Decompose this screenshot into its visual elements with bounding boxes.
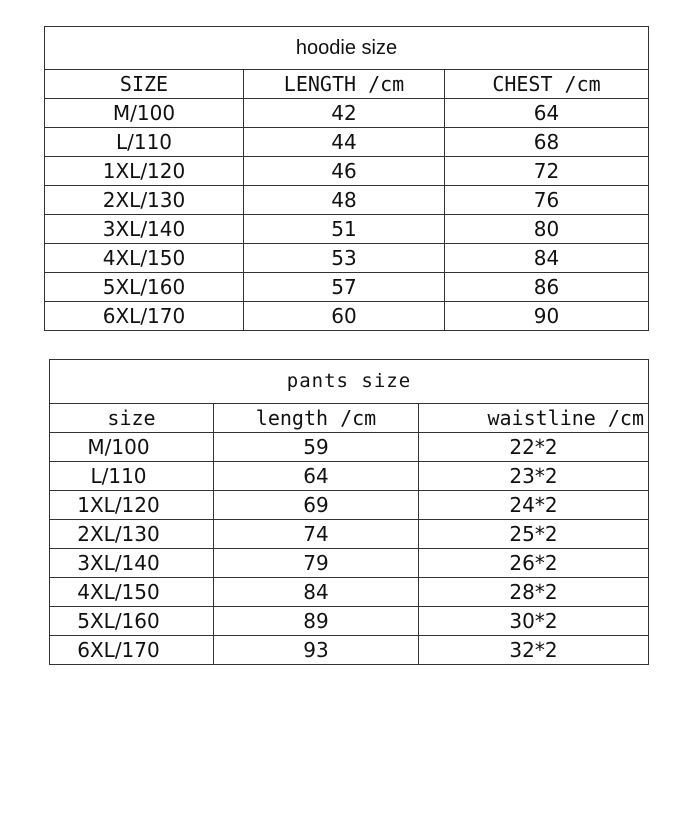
table-row bbox=[50, 462, 649, 491]
waistline-cell: 30*2 bbox=[419, 607, 649, 636]
size-cell: 4XL/150 bbox=[50, 578, 214, 607]
chest-cell: 64 bbox=[445, 99, 649, 128]
length-cell: 59 bbox=[214, 433, 419, 462]
hoodie-table-title: hoodie size bbox=[45, 27, 649, 70]
length-cell: 51 bbox=[244, 215, 445, 244]
table-row bbox=[45, 244, 649, 273]
waistline-cell: 32*2 bbox=[419, 636, 649, 665]
waistline-cell: 25*2 bbox=[419, 520, 649, 549]
size-cell: 2XL/130 bbox=[50, 520, 214, 549]
chest-cell: 76 bbox=[445, 186, 649, 215]
size-cell: 1XL/120 bbox=[45, 157, 244, 186]
header-chest: CHEST /cm bbox=[445, 70, 649, 99]
length-cell: 89 bbox=[214, 607, 419, 636]
length-cell: 46 bbox=[244, 157, 445, 186]
header-length: length /cm bbox=[214, 404, 419, 433]
size-cell: 5XL/160 bbox=[50, 607, 214, 636]
table-row bbox=[50, 607, 649, 636]
table-row bbox=[45, 215, 649, 244]
table-row bbox=[45, 302, 649, 331]
length-cell: 84 bbox=[214, 578, 419, 607]
size-cell: 5XL/160 bbox=[45, 273, 244, 302]
table-row bbox=[45, 186, 649, 215]
chest-cell: 86 bbox=[445, 273, 649, 302]
waistline-cell: 23*2 bbox=[419, 462, 649, 491]
chest-cell: 84 bbox=[445, 244, 649, 273]
size-cell: L/110 bbox=[45, 128, 244, 157]
length-cell: 74 bbox=[214, 520, 419, 549]
size-cell: 4XL/150 bbox=[45, 244, 244, 273]
table-row bbox=[50, 549, 649, 578]
size-cell: 3XL/140 bbox=[50, 549, 214, 578]
table-title-row bbox=[50, 360, 649, 404]
table-row bbox=[50, 636, 649, 665]
table-title-row bbox=[45, 27, 649, 70]
length-cell: 69 bbox=[214, 491, 419, 520]
chest-cell: 68 bbox=[445, 128, 649, 157]
length-cell: 57 bbox=[244, 273, 445, 302]
size-cell: M/100 bbox=[50, 433, 214, 462]
table-row bbox=[50, 433, 649, 462]
waistline-cell: 28*2 bbox=[419, 578, 649, 607]
chest-cell: 72 bbox=[445, 157, 649, 186]
length-cell: 48 bbox=[244, 186, 445, 215]
table-row bbox=[50, 520, 649, 549]
length-cell: 53 bbox=[244, 244, 445, 273]
header-length: LENGTH /cm bbox=[244, 70, 445, 99]
waistline-cell: 26*2 bbox=[419, 549, 649, 578]
length-cell: 79 bbox=[214, 549, 419, 578]
hoodie-size-table bbox=[44, 26, 649, 331]
length-cell: 44 bbox=[244, 128, 445, 157]
table-row bbox=[50, 578, 649, 607]
table-row bbox=[45, 128, 649, 157]
size-cell: 6XL/170 bbox=[50, 636, 214, 665]
size-cell: M/100 bbox=[45, 99, 244, 128]
table-row bbox=[50, 491, 649, 520]
size-cell: 2XL/130 bbox=[45, 186, 244, 215]
size-cell: 3XL/140 bbox=[45, 215, 244, 244]
chest-cell: 90 bbox=[445, 302, 649, 331]
pants-size-table bbox=[49, 359, 649, 665]
table-row bbox=[45, 99, 649, 128]
header-size: size bbox=[50, 404, 214, 433]
waistline-cell: 22*2 bbox=[419, 433, 649, 462]
table-header-row bbox=[45, 70, 649, 99]
length-cell: 60 bbox=[244, 302, 445, 331]
size-cell: L/110 bbox=[50, 462, 214, 491]
length-cell: 42 bbox=[244, 99, 445, 128]
pants-table-title: pants size bbox=[50, 360, 649, 404]
size-cell: 1XL/120 bbox=[50, 491, 214, 520]
table-row bbox=[45, 273, 649, 302]
chest-cell: 80 bbox=[445, 215, 649, 244]
length-cell: 64 bbox=[214, 462, 419, 491]
waistline-cell: 24*2 bbox=[419, 491, 649, 520]
header-size: SIZE bbox=[45, 70, 244, 99]
size-cell: 6XL/170 bbox=[45, 302, 244, 331]
table-header-row bbox=[50, 404, 649, 433]
header-waistline: waistline /cm bbox=[419, 404, 649, 433]
table-row bbox=[45, 157, 649, 186]
length-cell: 93 bbox=[214, 636, 419, 665]
